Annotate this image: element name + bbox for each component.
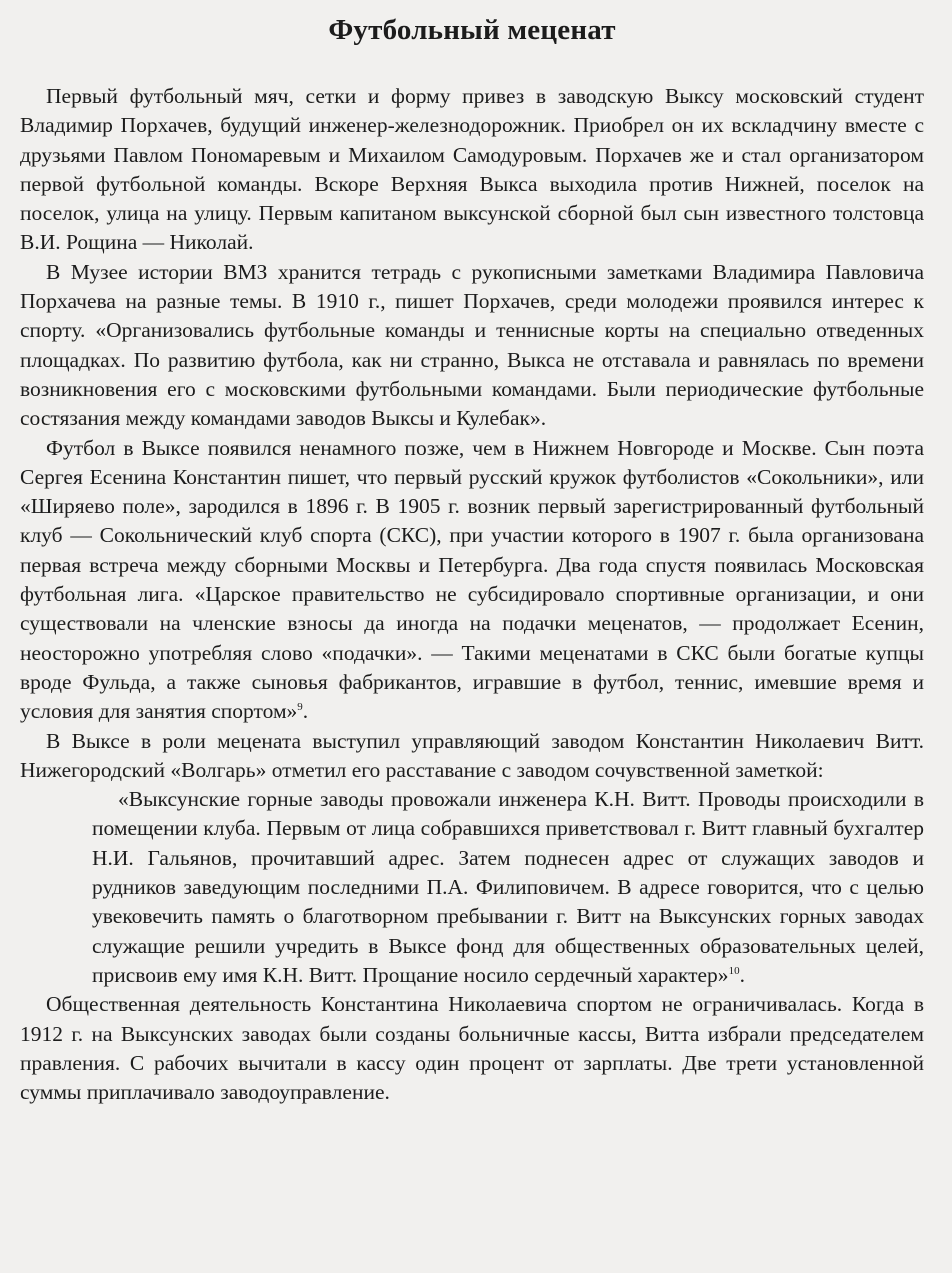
- footnote-ref-9: 9: [297, 701, 303, 714]
- paragraph-2: В Музее истории ВМЗ хранится тетрадь с рукописными заметками Владимира Павловича Порхачева на разные темы. В 1910 г., пишет Порхачев, среди молодежи проявился интерес к спорту. «Организовались футбольные команды и теннисные корты на специально отведенных площадках. По развитию футбола, как ни странно, Выкса не отставала и равнялась по времени возникновения его с московскими футбольными командами. Были периодические футбольные состязания между командами заводов Выксы и Кулебак».: [20, 259, 924, 431]
- quote-text: «Выксунские горные заводы провожали инженера К.Н. Витт. Проводы происходили в помещении клуба. Первым от лица собравшихся приветствовал г. Витт главный бухгалтер Н.И. Гальянов, прочитавший адрес. Затем поднесен адрес от служащих заводов и рудников заведующим последними П.А. Филиповичем. В адресе говорится, что с целью увековечить память о благотворном пребывании г. Витт на Выксунских горных заводах служащие решили учредить в Выксе фонд для общественных образовательных целей, присвоив ему имя К.Н. Витт. Прощание носило сердечный характер»: [92, 787, 924, 987]
- paragraph-1: Первый футбольный мяч, сетки и форму привез в заводскую Выксу московский студент Владимир Порхачев, будущий инженер-железнодорожник. Приобрел он их вскладчину вместе с друзьями Павлом Пономаревым и Михаилом Самодуровым. Порхачев же и стал организатором первой футбольной команды. Вскоре Верхняя Выкса выходила против Нижней, поселок на поселок, улица на улицу. Первым капитаном выксунской сборной был сын известного толстовца В.И. Рощина — Николай.: [20, 84, 924, 255]
- paragraph-final: Общественная деятельность Константина Николаевича спортом не ограничивалась. Когда в 1912 г. на Выксунских заводах были созданы больничные кассы, Витта избрали председателем правления. С рабочих вычитали в кассу один процент от зарплаты. Две трети установленной суммы приплачивало заводоуправление.: [20, 992, 924, 1105]
- page-title: Футбольный меценат: [328, 14, 616, 46]
- paragraph-3: Футбол в Выксе появился ненамного позже, чем в Нижнем Новгороде и Москве. Сын поэта Сергея Есенина Константин пишет, что первый русский кружок футболистов «Сокольники», или «Ширяево поле», зародился в 1896 г. В 1905 г. возник первый зарегистрированный футбольный клуб — Сокольнический клуб спорта (СКС), при участии которого в 1907 г. была организована первая встреча между сборными Москвы и Петербурга. Два года спустя появилась Московская футбольная лига. «Царское правительство не субсидировало спортивные организации, и они существовали на членские взносы да иногда на подачки меценатов, — продолжает Есенин, неосторожно употребляя слово «подачки». — Такими меценатами в СКС были богатые купцы вроде Фульда, а также сыновья фабрикантов, игравшие в футбол, теннис, имевшие время и условия для занятия спортом»$^9$.: [20, 435, 924, 724]
- footnote-ref-10: 10: [728, 964, 740, 977]
- quote-block: «Выксунские горные заводы провожали инженера К.Н. Витт. Проводы происходили в помещении клуба. Первым от лица собравшихся приветствовал г. Витт главный бухгалтер Н.И. Гальянов, прочитавший адрес. Затем поднесен адрес от служащих заводов и рудников заведующим последними П.А. Филиповичем. В адресе говорится, что с целью увековечить память о благотворном пребывании г. Витт на Выксунских горных заводах служащие решили учредить в Выксе фонд для общественных образовательных целей, присвоив ему имя К.Н. Витт. Прощание носило сердечный характер»$^{10}$.: [92, 787, 924, 987]
- paragraph-3-text: Футбол в Выксе появился ненамного позже, чем в Нижнем Новгороде и Москве. Сын поэта Сергея Есенина Константин пишет, что первый русский кружок футболистов «Сокольники», или «Ширяево поле», зародился в 1896 г. В 1905 г. возник первый зарегистрированный футбольный клуб — Сокольнический клуб спорта (СКС), при участии которого в 1907 г. была организована первая встреча между сборными Москвы и Петербурга. Два года спустя появилась Московская футбольная лига. «Царское правительство не субсидировало спортивные организации, и они существовали на членские взносы да иногда на подачки меценатов, — продолжает Есенин, неосторожно употребляя слово «подачки». — Такими меценатами в СКС были богатые купцы вроде Фульда, а также сыновья фабрикантов, игравшие в футбол, теннис, имевшие время и условия для занятия спортом»: [20, 435, 924, 724]
- paragraph-4: В Выксе в роли мецената выступил управляющий заводом Константин Николаевич Витт. Нижегородский «Волгарь» отметил его расставание с заводом сочувственной заметкой:: [20, 728, 924, 782]
